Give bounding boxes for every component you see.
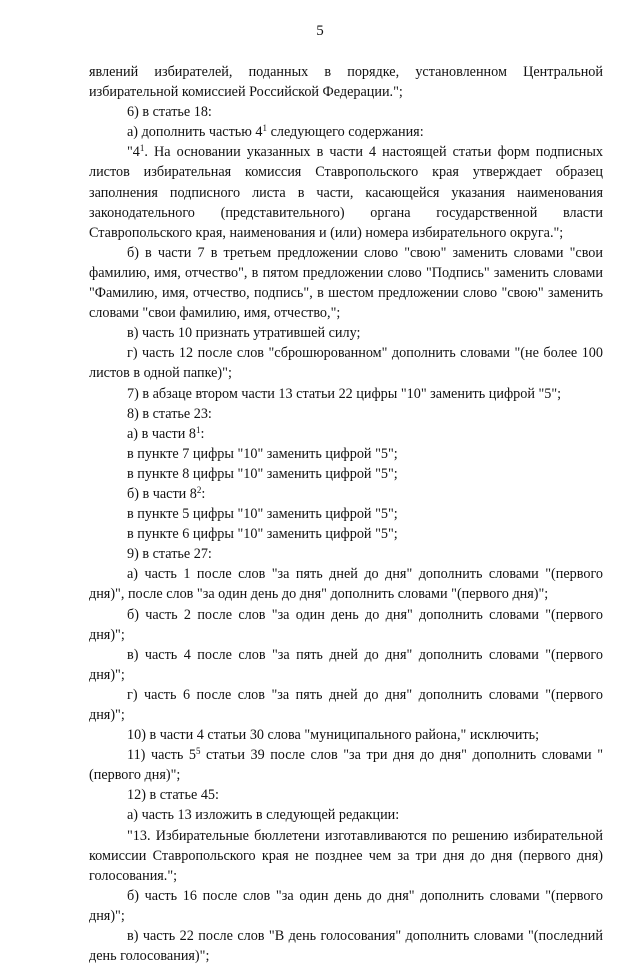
paragraph-p19 [89, 645, 603, 685]
text-segment: а) часть 1 после слов "за пять дней до дня" дополнить словами "(первого дня)", после слов "за один день до дня" дополнить словами "(первого дня)"; [89, 566, 603, 603]
paragraph-p18 [89, 605, 603, 645]
text-segment: в пункте 7 цифры "10" заменить цифрой "5"; [127, 445, 398, 462]
paragraph-p24 [89, 805, 603, 825]
text-segment: . На основании указанных в части 4 настоящей статьи форм подписных листов избирательная комиссия Ставропольского края утверждает образец заполнения подписного листа в части, касающейся указания наименования законодательного (представительного) органа государственной власти Ставропольского края, наименования и (или) номера избирательного округа."; [89, 144, 603, 241]
text-segment: 7) в абзаце втором части 13 статьи 22 цифры "10" заменить цифрой "5"; [127, 385, 562, 402]
superscript: 2 [196, 485, 202, 496]
text-segment: в пункте 6 цифры "10" заменить цифрой "5"; [127, 526, 398, 543]
paragraph-p15 [89, 524, 603, 544]
paragraph-p12 [89, 464, 603, 484]
text-segment: "13. Избирательные бюллетени изготавливаются по решению избирательной комиссии Ставропольского края не позднее чем за три дня до дня (первого дня) голосования."; [89, 827, 603, 884]
text-segment: "4 [127, 144, 140, 161]
superscript: 5 [196, 746, 201, 757]
text-segment: 10) в части 4 статьи 30 слова "муниципального района," исключить; [127, 727, 540, 744]
text-segment: б) часть 2 после слов "за один день до дня" дополнить словами "(первого дня)"; [89, 606, 603, 643]
text-segment: следующего содержания: [267, 124, 424, 141]
superscript: 1 [262, 123, 268, 134]
paragraph-p01 [89, 62, 603, 102]
paragraph-p16 [89, 544, 603, 564]
text-segment: статьи 39 после слов "за три дня до дня" дополнить словами "(первого дня)"; [89, 747, 603, 784]
paragraph-p14 [89, 504, 603, 524]
paragraph-p07 [89, 343, 603, 383]
text-segment: в) часть 4 после слов "за пять дней до дня" дополнить словами "(первого дня)"; [89, 646, 603, 683]
paragraph-p09 [89, 404, 603, 424]
paragraph-p05 [89, 243, 603, 323]
text-segment: в) часть 10 признать утратившей силу; [127, 325, 361, 342]
paragraph-p25 [89, 826, 603, 886]
text-segment: в пункте 8 цифры "10" заменить цифрой "5"; [127, 465, 398, 482]
paragraph-p21 [89, 725, 603, 745]
paragraph-p03 [89, 122, 603, 142]
paragraph-p26 [89, 886, 603, 926]
text-segment: г) часть 6 после слов "за пять дней до дня" дополнить словами "(первого дня)"; [89, 686, 603, 723]
text-segment: : [200, 425, 205, 442]
text-segment: в пункте 5 цифры "10" заменить цифрой "5"; [127, 506, 398, 523]
page-number: 5 [316, 23, 324, 39]
text-segment: а) дополнить частью 4 [127, 124, 263, 141]
text-segment: а) в части 8 [127, 425, 196, 442]
text-segment: 9) в статье 27: [127, 546, 212, 563]
text-segment: 12) в статье 45: [127, 787, 219, 804]
text-segment: явлений избирателей, поданных в порядке, установленном Центральной избирательной комиссией Российской Федерации."; [89, 64, 603, 101]
paragraph-p13 [89, 484, 603, 504]
paragraph-p27 [89, 926, 603, 966]
paragraph-p22 [89, 745, 603, 785]
document-body [89, 62, 603, 966]
paragraph-p06 [89, 323, 603, 343]
text-segment: 8) в статье 23: [127, 405, 212, 422]
text-segment: г) часть 12 после слов "сброшюрованном" дополнить словами "(не более 100 листов в одной папке)"; [89, 345, 603, 382]
paragraph-p02 [89, 102, 603, 122]
text-segment: 11) часть 5 [127, 747, 196, 764]
paragraph-p11 [89, 444, 603, 464]
paragraph-p10 [89, 424, 603, 444]
paragraph-p08 [89, 384, 603, 404]
text-segment: б) в части 8 [127, 485, 197, 502]
paragraph-p17 [89, 564, 603, 604]
text-segment: б) часть 16 после слов "за один день до дня" дополнить словами "(первого дня)"; [89, 887, 603, 924]
superscript: 1 [195, 424, 201, 435]
paragraph-p04 [89, 142, 603, 242]
text-segment: 6) в статье 18: [127, 104, 212, 121]
text-segment: в) часть 22 после слов "В день голосования" дополнить словами "(последний день голосования)"; [89, 928, 603, 965]
text-segment: а) часть 13 изложить в следующей редакции: [127, 807, 400, 824]
paragraph-p23 [89, 785, 603, 805]
text-segment: : [201, 485, 206, 502]
text-segment: б) в части 7 в третьем предложении слово "свою" заменить словами "свои фамилию, имя, отчество", в пятом предложении слово "Подпись" заменить словами "Фамилию, имя, отчество, подпись", в шестом предложении слово "свою" заменить словами "свои фамилию, имя, отчество,"; [89, 244, 603, 322]
paragraph-p20 [89, 685, 603, 725]
superscript: 1 [139, 143, 145, 154]
